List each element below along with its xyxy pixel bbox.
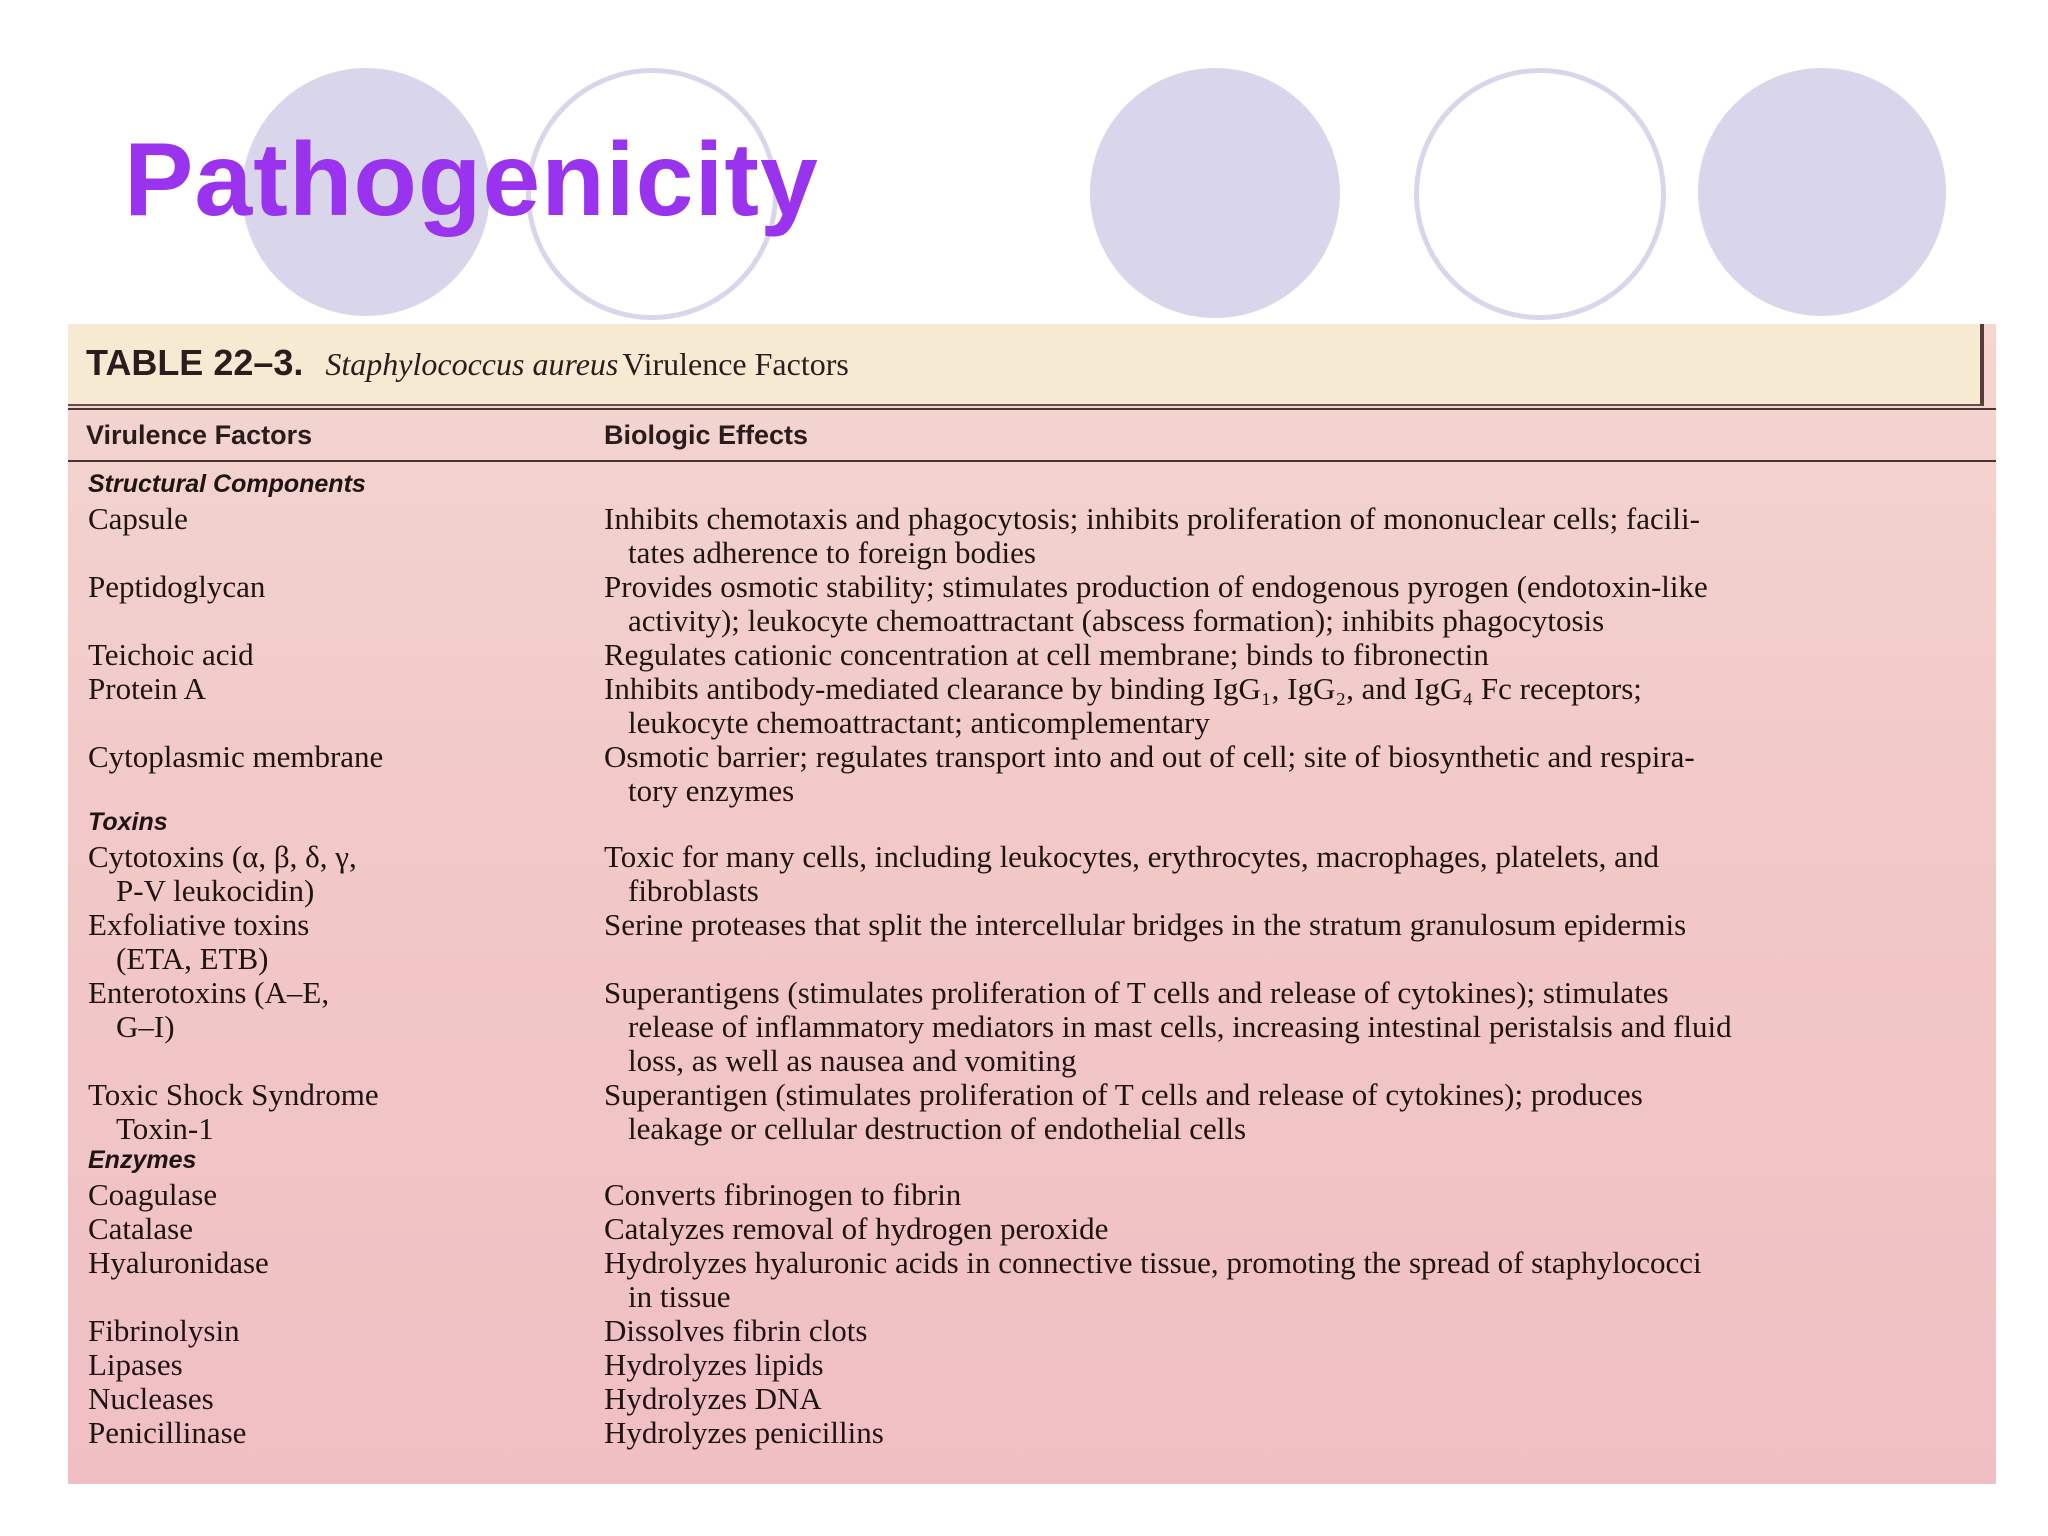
effect-line: tory enzymes [628,773,795,808]
biologic-effect-cell [604,976,1996,1078]
virulence-factor-cell [88,840,648,908]
caption-organism: Staphylococcus aureus [325,346,619,382]
caption-text: Virulence Factors [622,346,849,382]
column-header-factor: Virulence Factors [86,420,313,450]
factor-line: Capsule [88,501,188,536]
biologic-effect-cell [604,638,1996,672]
biologic-effect-cell [604,1348,1996,1382]
section-heading: Toxins [88,808,168,836]
column-header-effect: Biologic Effects [604,420,809,450]
virulence-factor-cell [88,672,648,706]
factor-line: Teichoic acid [88,637,254,672]
virulence-factor-cell [88,1078,648,1146]
effect-line: Hydrolyzes hyaluronic acids in connective tissue, promoting the spread of staphylococci [604,1245,1702,1280]
virulence-factor-cell [88,1246,648,1280]
section-heading: Structural Components [88,470,366,498]
factor-line: Exfoliative toxins [88,907,310,942]
effect-line: Hydrolyzes lipids [604,1347,824,1382]
effect-line: leakage or cellular destruction of endothelial cells [628,1111,1247,1146]
decorative-circle [1698,68,1946,316]
effect-line: Inhibits antibody-mediated clearance by binding IgG₁, IgG₂, and IgG₄ Fc receptors; [604,671,1642,706]
effect-line: loss, as well as nausea and vomiting [628,1043,1077,1078]
table-scan [68,324,1996,1484]
section-heading: Enzymes [88,1146,197,1174]
factor-line: Fibrinolysin [88,1313,240,1348]
header-bottom-rule [68,460,1996,462]
slide-title: Pathogenicity [124,122,819,238]
effect-line: release of inflammatory mediators in mast cells, increasing intestinal peristalsis and fluid [628,1009,1732,1044]
effect-line: Osmotic barrier; regulates transport into and out of cell; site of biosynthetic and respira- [604,739,1695,774]
decorative-ring [1414,68,1666,320]
factor-line: (ETA, ETB) [116,941,269,976]
effect-line: Converts fibrinogen to fibrin [604,1177,962,1212]
virulence-factor-cell [88,740,648,774]
effect-line: in tissue [628,1279,731,1314]
effect-line: leukocyte chemoattractant; anticomplementary [628,705,1210,740]
virulence-factor-cell [88,1314,648,1348]
biologic-effect-cell [604,1212,1996,1246]
biologic-effect-cell [604,908,1996,942]
virulence-factor-cell [88,638,648,672]
effect-line: tates adherence to foreign bodies [628,535,1036,570]
factor-line: Cytotoxins (α, β, δ, γ, [88,839,357,874]
factor-line: Protein A [88,671,206,706]
factor-line: Hyaluronidase [88,1245,269,1280]
virulence-factor-cell [88,1416,648,1450]
decorative-circle [1090,68,1340,318]
virulence-factor-cell [88,502,648,536]
effect-line: Dissolves fibrin clots [604,1313,868,1348]
table-label: TABLE 22–3. [86,342,304,383]
effect-line: Provides osmotic stability; stimulates production of endogenous pyrogen (endotoxin-like [604,569,1708,604]
factor-line: Coagulase [88,1177,218,1212]
effect-line: fibroblasts [628,873,759,908]
virulence-factor-cell [88,1348,648,1382]
biologic-effect-cell [604,1178,1996,1212]
biologic-effect-cell [604,502,1996,570]
biologic-effect-cell [604,570,1996,638]
factor-line: Lipases [88,1347,183,1382]
effect-line: Toxic for many cells, including leukocytes, erythrocytes, macrophages, platelets, and [604,839,1659,874]
factor-line: Cytoplasmic membrane [88,739,384,774]
factor-line: Toxin-1 [116,1111,214,1146]
effect-line: Catalyzes removal of hydrogen peroxide [604,1211,1109,1246]
factor-line: Toxic Shock Syndrome [88,1077,379,1112]
effect-line: Regulates cationic concentration at cell membrane; binds to fibronectin [604,637,1489,672]
table-caption [86,342,849,384]
biologic-effect-cell [604,1382,1996,1416]
virulence-factor-cell [88,1382,648,1416]
biologic-effect-cell [604,1246,1996,1314]
virulence-factor-cell [88,976,648,1044]
biologic-effect-cell [604,840,1996,908]
biologic-effect-cell [604,672,1996,740]
virulence-factor-cell [88,1178,648,1212]
factor-line: Catalase [88,1211,194,1246]
effect-line: Serine proteases that split the intercellular bridges in the stratum granulosum epidermis [604,907,1687,942]
factor-line: P-V leukocidin) [116,873,315,908]
virulence-factor-cell [88,570,648,604]
factor-line: Penicillinase [88,1415,247,1450]
biologic-effect-cell [604,1314,1996,1348]
effect-line: Hydrolyzes DNA [604,1381,822,1416]
factor-line: Enterotoxins (A–E, [88,975,330,1010]
biologic-effect-cell [604,1416,1996,1450]
factor-line: Peptidoglycan [88,569,266,604]
factor-line: G–I) [116,1009,175,1044]
virulence-factor-cell [88,908,648,976]
biologic-effect-cell [604,1078,1996,1146]
factor-line: Nucleases [88,1381,214,1416]
effect-line: activity); leukocyte chemoattractant (abscess formation); inhibits phagocytosis [628,603,1605,638]
effect-line: Superantigen (stimulates proliferation of T cells and release of cytokines); produces [604,1077,1643,1112]
effect-line: Inhibits chemotaxis and phagocytosis; inhibits proliferation of mononuclear cells; facili- [604,501,1700,536]
effect-line: Superantigens (stimulates proliferation of T cells and release of cytokines); stimulates [604,975,1669,1010]
virulence-factor-cell [88,1212,648,1246]
header-top-rule [68,408,1996,410]
biologic-effect-cell [604,740,1996,808]
effect-line: Hydrolyzes penicillins [604,1415,884,1450]
